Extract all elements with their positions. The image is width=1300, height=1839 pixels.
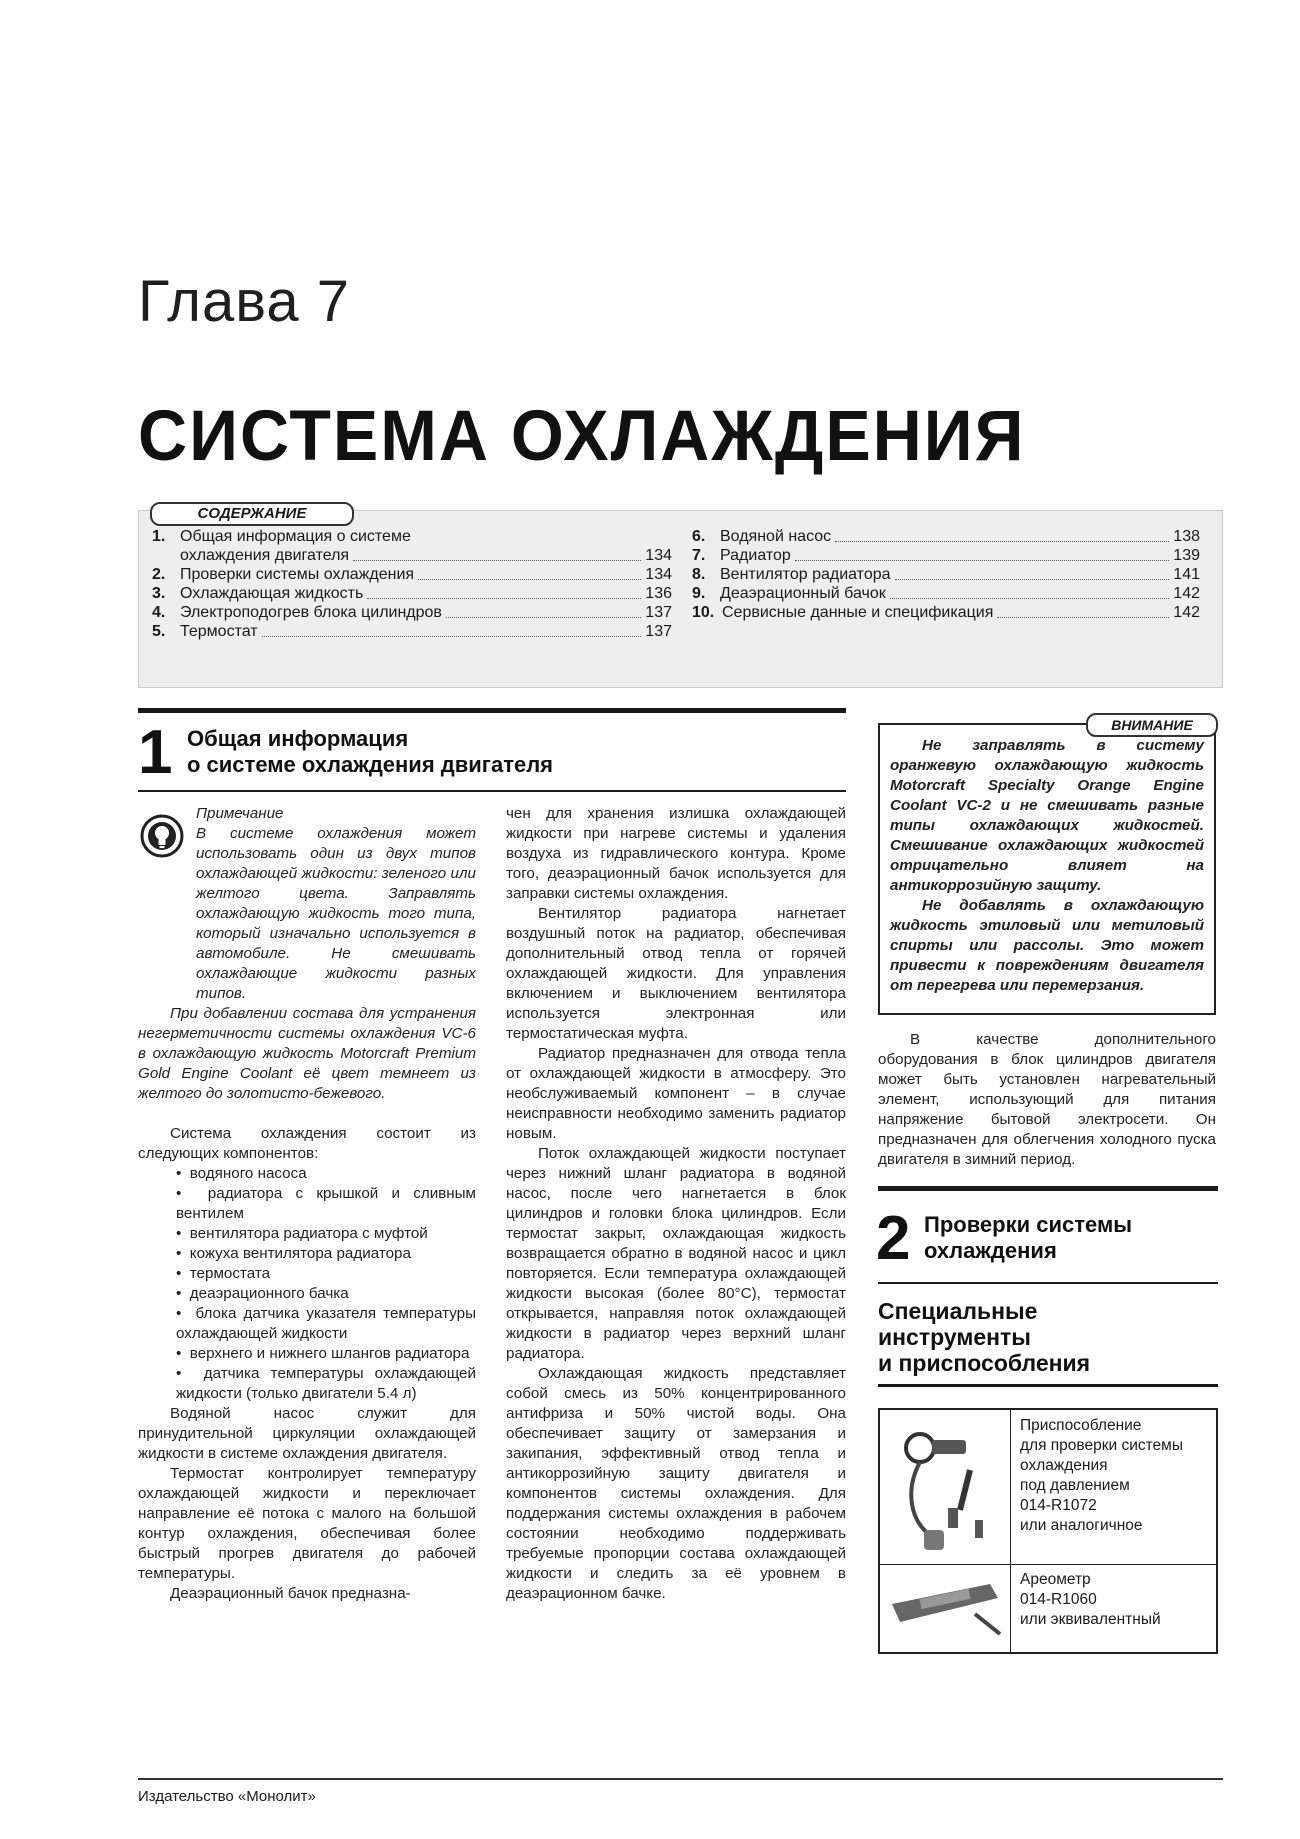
toc-page: 134 <box>645 547 672 564</box>
toc-text: Электроподогрев блока цилиндров <box>180 604 442 621</box>
toc-num: 3. <box>152 585 166 602</box>
component-item: • блока датчика указателя температуры охлаждающей жидкости <box>176 1305 476 1342</box>
subsection-title-line1: Специальные <box>878 1298 1038 1324</box>
footer-rule <box>138 1778 1223 1780</box>
toc-item[interactable] <box>692 565 1200 584</box>
warning-paragraph-1: Не заправлять в систему оранжевую охлаждающую жидкость Motorcraft Specialty Orange Engine Coolant VC-2 и не смешивать разные типы охлаждающих жидкостей. Смешивание охлаждающих жидкостей отрицательно влияет на антикоррозийную защиту. <box>890 737 1204 894</box>
chapter-title: СИСТЕМА ОХЛАЖДЕНИЯ <box>138 396 1026 476</box>
toc-text: Вентилятор радиатора <box>720 566 891 583</box>
toc-num: 7. <box>692 547 706 564</box>
coolant-paragraph: Охлаждающая жидкость представляет собой смесь из 50% концентрированного антифриза и 50% чистой воды. Она обеспечивает защиту от замерзания и закипания, эффективный отвод тепла и антикоррозийную защиту двигателя и компонентов системы охлаждения. Для поддержания системы охлаждения в рабочем состоянии необходимо поддерживать требуемые пропорции состава охлаждающей жидкости и следить за её уровнем в деаэрационном бачке. <box>506 1365 846 1602</box>
tank-paragraph-start: Деаэрационный бачок предназна- <box>170 1585 411 1602</box>
toc-text: Сервисные данные и спецификация <box>722 604 994 621</box>
column-1 <box>138 804 476 1604</box>
warning-header: ВНИМАНИЕ <box>1086 713 1218 737</box>
section-rule <box>138 708 846 713</box>
tool-row <box>880 1410 1216 1565</box>
toc-text: Проверки системы охлаждения <box>180 566 415 583</box>
thermostat-paragraph: Термостат контролирует температуру охлаждающей жидкости и переключает направление её потока с малого на большой контур охлаждения, обеспечивая более быстрый прогрев двигателя до рабочей температуры. <box>138 1465 476 1582</box>
toc-item[interactable] <box>152 622 672 641</box>
toc-num: 2. <box>152 566 166 583</box>
component-item: • радиатора с крышкой и сливным вентилем <box>176 1185 476 1222</box>
toc-item[interactable] <box>692 584 1200 603</box>
tank-paragraph-cont: чен для хранения излишка охлаждающей жидкости при нагреве системы и удаления воздуха из гидравлического контура. Кроме того, деаэрационный бачок используется для заправки системы охлаждения. <box>506 805 846 902</box>
section-number: 2 <box>876 1204 911 1273</box>
warning-text <box>890 736 1204 996</box>
toc-text: Радиатор <box>720 547 791 564</box>
toc-num: 10. <box>692 604 715 621</box>
toc-num: 6. <box>692 528 706 545</box>
subsection-title-line3: и приспособления <box>878 1350 1091 1376</box>
section-rule <box>878 1186 1218 1191</box>
toc-item[interactable] <box>692 527 1200 546</box>
tool-description: Приспособление для проверки системы охлаждения под давлением 014-R1072 или аналогичное <box>1020 1417 1183 1534</box>
toc-page: 141 <box>1173 566 1200 583</box>
toc-num: 8. <box>692 566 706 583</box>
component-item: • верхнего и нижнего шлангов радиатора <box>176 1345 470 1362</box>
toc-text: Деаэрационный бачок <box>720 585 886 602</box>
radiator-paragraph: Радиатор предназначен для отвода тепла от охлаждающей жидкости в атмосферу. Это необслуживаемый компонент – в случае неисправности необходимо заменить радиатор новым. <box>506 1045 846 1142</box>
toc-page: 142 <box>1173 604 1200 621</box>
toc-page: 139 <box>1173 547 1200 564</box>
toc-text: Охлаждающая жидкость <box>180 585 364 602</box>
heater-paragraph: В качестве дополнительного оборудования в блок цилиндров двигателя может быть установлен нагревательный элемент, использующий для питания напряжение бытовой электросети. Он предназначен для облегчения холодного пуска двигателя в зимний период. <box>878 1031 1216 1168</box>
note-label: Примечание <box>196 805 284 822</box>
toc-header: СОДЕРЖАНИЕ <box>150 502 354 526</box>
toc-item[interactable] <box>692 603 1200 622</box>
footer-publisher: Издательство «Монолит» <box>138 1788 316 1805</box>
subsection-title-line2: инструменты <box>878 1324 1031 1350</box>
pump-paragraph: Водяной насос служит для принудительной циркуляции охлаждающей жидкости в системе охлаждения двигателя. <box>138 1405 476 1462</box>
heater-text <box>878 1030 1216 1170</box>
toc-page: 138 <box>1173 528 1200 545</box>
toc-item[interactable] <box>152 584 672 603</box>
section-rule-bottom <box>878 1282 1218 1284</box>
toc-num: 5. <box>152 623 166 640</box>
hydrometer-icon <box>880 1564 1011 1652</box>
toc-num: 4. <box>152 604 166 621</box>
toc-text: Термостат <box>180 623 258 640</box>
chapter-label: Глава 7 <box>138 269 351 334</box>
section-title-line1: Общая информация <box>187 726 409 751</box>
section-title-line2: охлаждения <box>924 1238 1057 1263</box>
toc-page: 136 <box>645 585 672 602</box>
toc-num: 1. <box>152 528 166 545</box>
section-rule-bottom <box>138 790 846 792</box>
note-paragraph-1: В системе охлаждения может использовать один из двух типов охлаждающей жидкости: зеленого или желтого цвета. Заправлять охлаждающую жидкость того типа, который изначально используется в автомобиле. Не смешивать охлаждающие жидкости разных типов. <box>196 825 476 1002</box>
toc-page: 142 <box>1173 585 1200 602</box>
component-item: • вентилятора радиатора с муфтой <box>176 1225 428 1242</box>
toc-item[interactable] <box>152 603 672 622</box>
column-2 <box>506 804 846 1604</box>
warning-paragraph-2: Не добавлять в охлаждающую жидкость этиловый или метиловый спирты или рассолы. Это может привести к повреждениям двигателя от перегрева или перемерзания. <box>890 897 1204 994</box>
note-paragraph-2: При добавлении состава для устранения негерметичности системы охлаждения VC-6 в охлаждающую жидкость Motorcraft Premium Gold Engine Coolant её цвет темнеет из желтого до золотисто-бежевого. <box>138 1005 476 1102</box>
component-item: • деаэрационного бачка <box>176 1285 349 1302</box>
component-item: • датчика температуры охлаждающей жидкости (только двигатели 5.4 л) <box>176 1365 476 1402</box>
toc-page: 137 <box>645 604 672 621</box>
toc-item[interactable] <box>692 546 1200 565</box>
section-title-line1: Проверки системы <box>924 1212 1133 1237</box>
flow-paragraph: Поток охлаждающей жидкости поступает через нижний шланг радиатора в водяной насос, после чего нагнетается в блок цилиндров и головки блока цилиндров. Если термостат закрыт, охлаждающая жидкость возвращается обратно в водяной насос и цикл повторяется. Если температура охлаждающей жидкости высокая (более 80°С), термостат открывается, направляя поток охлаждающей жидкости в радиатор через верхний шланг радиатора. <box>506 1145 846 1362</box>
tool-description: Ареометр 014-R1060 или эквивалентный <box>1020 1571 1161 1628</box>
toc-text: Водяной насос <box>720 528 832 545</box>
component-item: • водяного насоса <box>176 1165 307 1182</box>
toc-num: 9. <box>692 585 706 602</box>
fan-paragraph: Вентилятор радиатора нагнетает воздушный поток на радиатор, обеспечивая дополнительный отвод тепла от горячей охлаждающей жидкости. Для управления включением и выключением вентилятора используется электронная или термостатическая муфта. <box>506 905 846 1042</box>
component-item: • кожуха вентилятора радиатора <box>176 1245 411 1262</box>
toc-text: охлаждения двигателя <box>180 547 350 564</box>
component-item: • термостата <box>176 1265 271 1282</box>
subsection-rule <box>878 1384 1218 1387</box>
section-number: 1 <box>138 718 173 787</box>
components-intro: Система охлаждения состоит из следующих компонентов: <box>138 1125 476 1162</box>
toc-item[interactable] <box>152 565 672 584</box>
toc-page: 134 <box>645 566 672 583</box>
toc-page: 137 <box>645 623 672 640</box>
section-title-line2: о системе охлаждения двигателя <box>187 752 554 777</box>
toc-item[interactable] <box>152 546 672 565</box>
tools-table <box>878 1408 1218 1654</box>
tool-row <box>880 1564 1216 1652</box>
toc-text: Общая информация о системе <box>180 528 411 545</box>
toc-item[interactable] <box>152 527 672 546</box>
pressure-tester-icon <box>880 1410 1011 1564</box>
